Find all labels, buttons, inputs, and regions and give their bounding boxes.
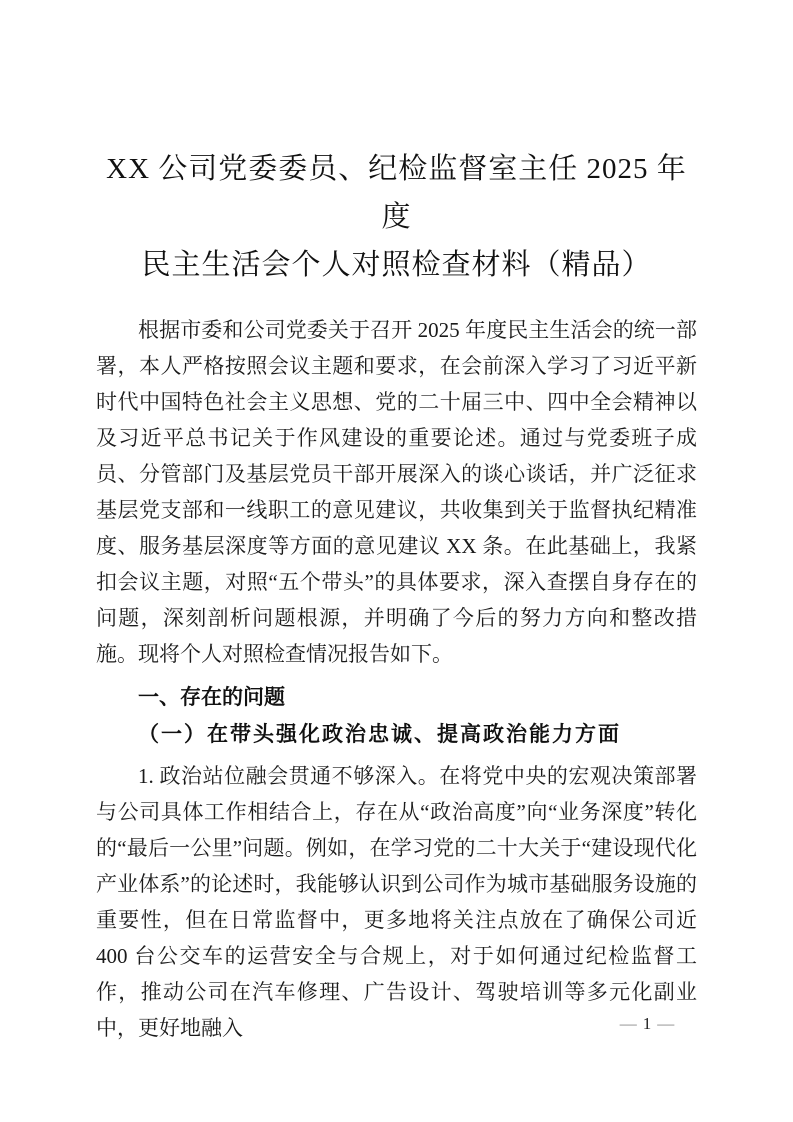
document-title [96, 145, 697, 289]
document-title-line-2: 民主生活会个人对照检查材料（精品） [141, 249, 652, 281]
section-heading-problems: 一、存在的问题 [138, 686, 285, 709]
footer-dash-right: — [657, 1014, 675, 1033]
intro-paragraph: 根据市委和公司党委关于召开 2025 年度民主生活会的统一部署，本人严格按照会议主题和要求，在会前深入学习了习近平新时代中国特色社会主义思想、党的二十届三中、四中全会精神以及习近平总书记关于作风建设的重要论述。通过与党委班子成员、分管部门及基层党员干部开展深入的谈心谈话，并广泛征求基层党支部和一线职工的意见建议，共收集到关于监督执纪精准度、服务基层深度等方面的意见建议 XX 条。在此基础上，我紧扣会议主题，对照“五个带头”的具体要求，深入查摆自身存在的问题，深刻剖析问题根源，并明确了今后的努力方向和整改措施。现将个人对照检查情况报告如下。 [96, 318, 697, 666]
footer-dash-left: — [619, 1014, 637, 1033]
page-footer [612, 1014, 682, 1034]
page-number: 1 [642, 1014, 652, 1033]
subsection-heading-political-loyalty: （一）在带头强化政治忠诚、提高政治能力方面 [138, 722, 621, 746]
document-content [96, 0, 697, 1046]
document-title-line-1: XX 公司党委委员、纪检监督室主任 2025 年度 [106, 153, 687, 233]
item-paragraph-1: 1. 政治站位融会贯通不够深入。在将党中央的宏观决策部署与公司具体工作相结合上，存在从“政治高度”向“业务深度”转化的“最后一公里”问题。例如，在学习党的二十大关于“建设现代化产业体系”的论述时，我能够认识到公司作为城市基础服务设施的重要性，但在日常监督中，更多地将关注点放在了确保公司近 400 台公交车的运营安全与合规上，对于如何通过纪检监督工作，推动公司在汽车修理、广告设计、驾驶培训等多元化副业中，更好地融入 [96, 764, 697, 1040]
